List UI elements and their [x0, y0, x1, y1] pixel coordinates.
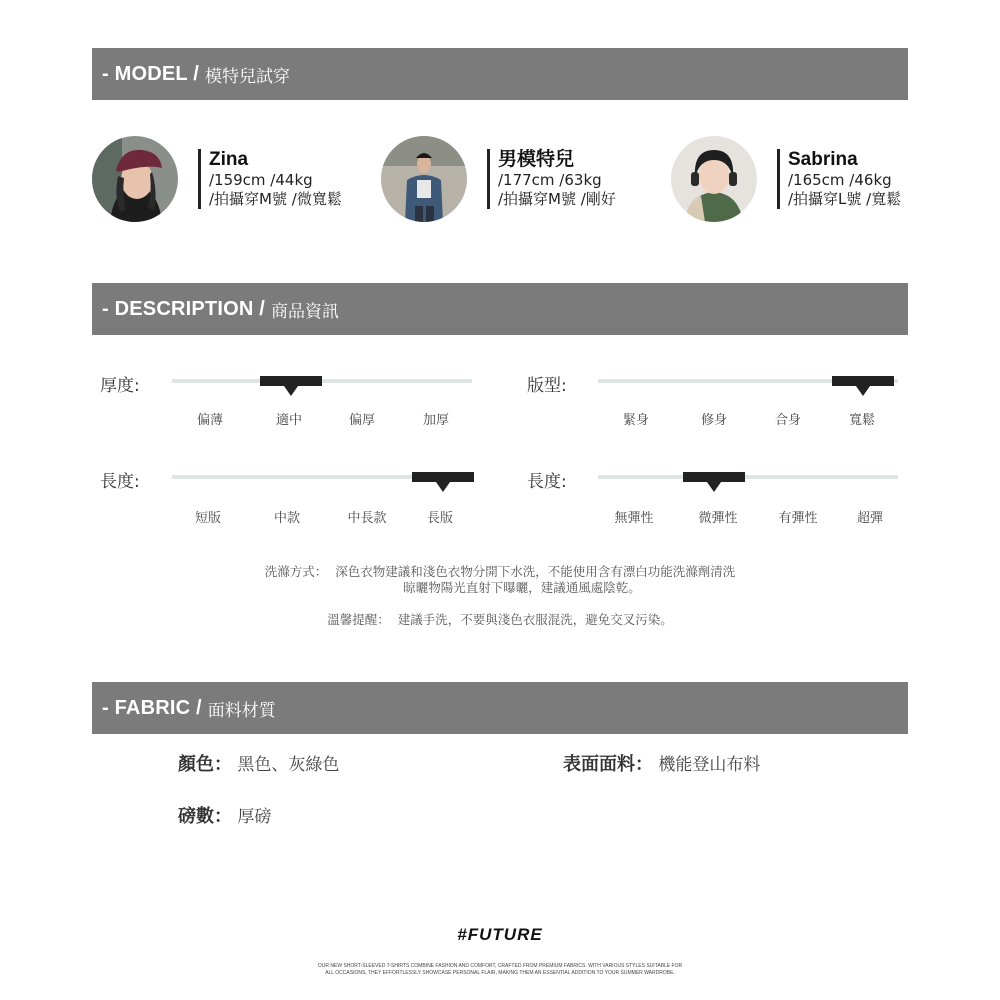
brand-logo: #FUTURE: [457, 925, 543, 944]
footer-text: [0, 963, 1000, 977]
fit-tick: 修身: [700, 413, 728, 428]
model-info-zina: [198, 149, 342, 209]
elasticity-tick: 微彈性: [698, 511, 738, 526]
care-tip: [0, 612, 1000, 628]
fabric-weight: [178, 802, 271, 828]
description-section-header: [92, 283, 908, 335]
fit-tick: 緊身: [622, 413, 650, 428]
fabric-color-label: 顏色：: [178, 754, 232, 775]
wash-label: 洗滌方式：: [264, 564, 328, 579]
thickness-tick: 加厚: [422, 413, 450, 428]
model-name: Sabrina: [788, 149, 858, 170]
fabric-section-header: [92, 682, 908, 734]
wash-instructions: [0, 564, 1000, 580]
thickness-tick: 偏厚: [348, 413, 376, 428]
fit-tick: 寬鬆: [848, 413, 876, 428]
length-tick: 短版: [194, 511, 222, 526]
model-card-male: [381, 136, 616, 222]
description-header-en: - DESCRIPTION /: [102, 297, 266, 320]
model-card-zina: [92, 136, 342, 222]
thickness-tick: 偏薄: [196, 413, 224, 428]
fabric-header-zh: 面料材質: [207, 700, 276, 721]
footer-line-2: ALL OCCASIONS, THEY EFFORTLESSLY SHOWCASE PERSONAL FLAIR, MAKING THEM AN ESSENTIAL ADDITION TO YOUR SUMMER WARDROBE.: [325, 970, 675, 976]
wash-text-2: 晾曬物陽光直射下曝曬，建議通風處陰乾。: [403, 580, 641, 595]
fabric-surface-value: 機能登山布料: [658, 755, 761, 775]
fabric-surface: [563, 750, 760, 776]
model-card-sabrina: [671, 136, 901, 222]
description-header-zh: 商品資訊: [271, 301, 340, 322]
fabric-color: [178, 750, 339, 776]
model-info-sabrina: [777, 149, 901, 209]
model-name: Zina: [209, 149, 249, 170]
length-tick: 中長款: [347, 511, 387, 526]
elasticity-tick: 超彈: [856, 511, 884, 526]
fabric-weight-value: 厚磅: [237, 807, 272, 827]
tip-text: 建議手洗，不要與淺色衣服混洗，避免交叉污染。: [397, 612, 673, 627]
fit-tick: 合身: [774, 413, 802, 428]
model-name: 男模特兒: [498, 149, 575, 170]
footer-line-1: OUR NEW SHORT-SLEEVED T-SHIRTS COMBINE FASHION AND COMFORT, CRAFTED FROM PREMIUM FABRICS. WITH VARIOUS STYLES SUITABLE FOR: [317, 963, 683, 969]
thickness-track: [172, 379, 472, 383]
model-size: /165cm /46kg: [788, 171, 892, 189]
length-label: 長度:: [100, 472, 140, 492]
thickness-label: 厚度:: [100, 376, 140, 396]
elasticity-track: [598, 475, 898, 479]
fit-marker: [832, 376, 894, 386]
model-size: /159cm /44kg: [209, 171, 313, 189]
elasticity-marker: [683, 472, 745, 482]
fit-label: 版型:: [527, 376, 567, 396]
elasticity-tick: 無彈性: [614, 511, 654, 526]
fabric-header-en: - FABRIC /: [102, 696, 202, 719]
model-fit: /拍攝穿L號 /寬鬆: [788, 190, 902, 208]
model-fit: /拍攝穿M號 /剛好: [498, 190, 616, 208]
thickness-tick: 適中: [275, 413, 303, 428]
model-section-header: [92, 48, 908, 100]
thickness-marker: [260, 376, 322, 386]
model-size: /177cm /63kg: [498, 171, 602, 189]
model-photo-zina: [92, 136, 178, 222]
model-header-zh: 模特兒試穿: [205, 66, 290, 87]
model-photo-sabrina: [671, 136, 757, 222]
model-photo-male: [381, 136, 467, 222]
elasticity-tick: 有彈性: [778, 511, 818, 526]
length-tick: 中款: [273, 511, 301, 526]
tip-label: 溫馨提醒：: [327, 612, 390, 627]
fabric-color-value: 黑色、灰綠色: [237, 755, 340, 775]
fabric-surface-label: 表面面料：: [563, 754, 653, 775]
fabric-weight-label: 磅數：: [178, 806, 232, 827]
wash-text-1: 深色衣物建議和淺色衣物分開下水洗，不能使用含有漂白功能洗滌劑清洗: [335, 564, 736, 579]
wash-instructions-line2: [0, 580, 1000, 596]
model-header-en: - MODEL /: [102, 62, 199, 85]
elasticity-label: 長度:: [527, 472, 567, 492]
length-tick: 長版: [426, 511, 454, 526]
model-fit: /拍攝穿M號 /微寬鬆: [209, 190, 342, 208]
model-info-male: [487, 149, 616, 209]
length-marker: [412, 472, 474, 482]
